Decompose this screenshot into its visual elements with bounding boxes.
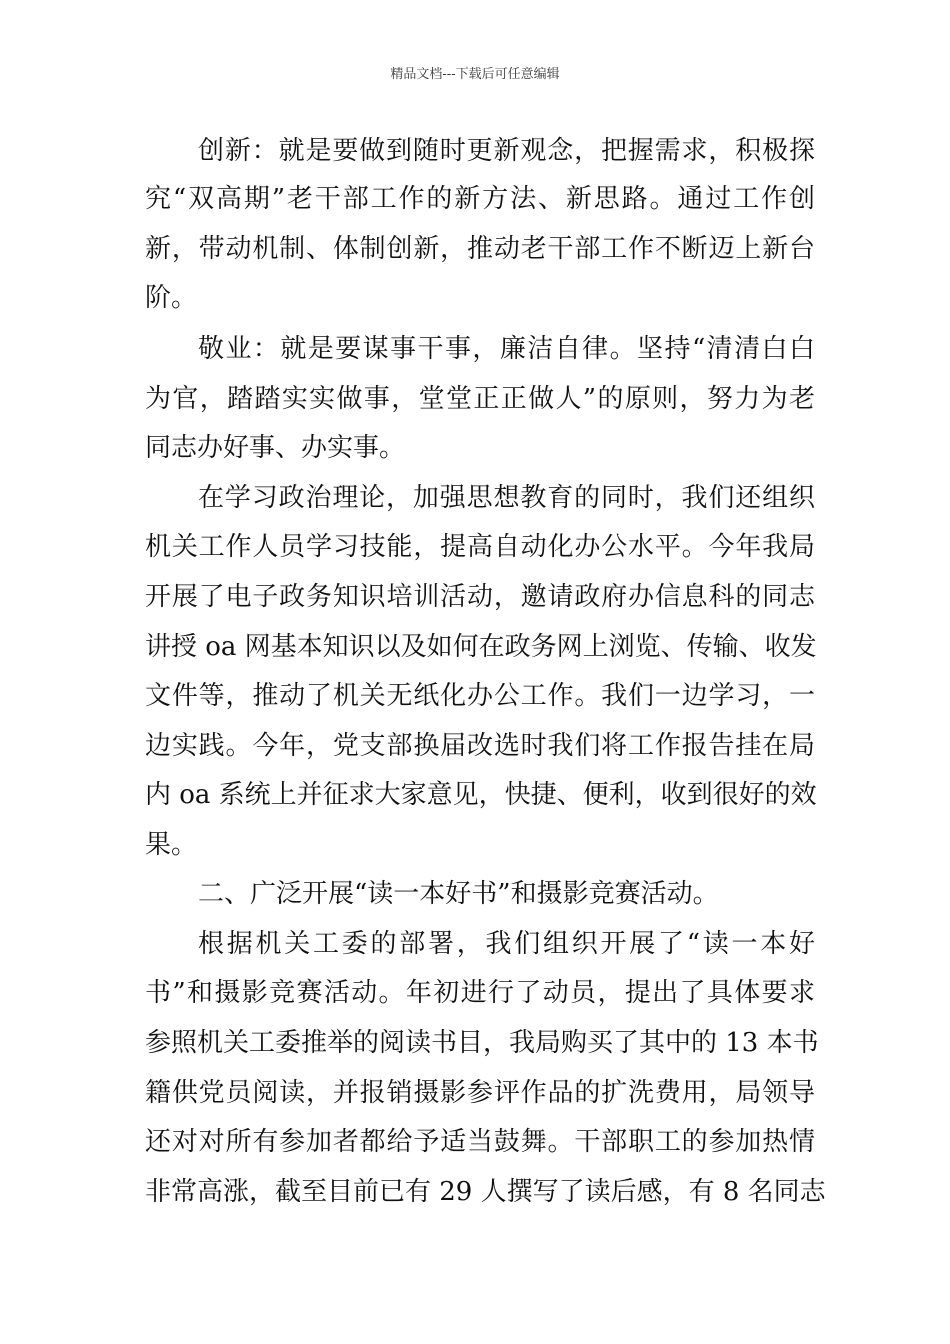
text-line: 新，带动机制、体制创新，推动老干部工作不断迈上新台 <box>145 234 815 264</box>
text-line: 敬业：就是要谋事干事，廉洁自律。坚持“清清白白 <box>198 334 815 364</box>
text-line: 非常高涨，截至目前已有 29 人撰写了读后感，有 8 名同志 <box>145 1177 826 1207</box>
text-line: 究“双高期”老干部工作的新方法、新思路。通过工作创 <box>145 184 815 214</box>
text-line: 为官，踏踏实实做事，堂堂正正做人”的原则，努力为老 <box>145 384 815 414</box>
text-line: 创新：就是要做到随时更新观念，把握需求，积极探 <box>198 136 815 166</box>
text-line: 在学习政治理论，加强思想教育的同时，我们还组织 <box>198 483 815 513</box>
text-line: 果。 <box>145 830 198 860</box>
text-line: 讲授 oa 网基本知识以及如何在政务网上浏览、传输、收发 <box>145 632 817 662</box>
text-line: 文件等，推动了机关无纸化办公工作。我们一边学习，一 <box>145 681 815 711</box>
text-line: 参照机关工委推举的阅读书目，我局购买了其中的 13 本书 <box>145 1028 819 1058</box>
text-line: 书”和摄影竞赛活动。年初进行了动员，提出了具体要求 <box>145 978 815 1008</box>
text-line: 根据机关工委的部署，我们组织开展了“读一本好 <box>198 929 815 959</box>
text-line: 还对对所有参加者都给予适当鼓舞。干部职工的参加热情 <box>145 1127 815 1157</box>
text-line: 阶。 <box>145 283 198 313</box>
page-header: 精品文档---下载后可任意编辑 <box>390 67 560 82</box>
text-line: 机关工作人员学习技能，提高自动化办公水平。今年我局 <box>145 532 815 562</box>
text-line: 边实践。今年，党支部换届改选时我们将工作报告挂在局 <box>145 731 815 761</box>
text-line: 籍供党员阅读，并报销摄影参评作品的扩洗费用，局领导 <box>145 1078 815 1108</box>
text-line: 内 oa 系统上并征求大家意见，快捷、便利，收到很好的效 <box>145 780 817 810</box>
text-line: 同志办好事、办实事。 <box>145 433 406 463</box>
section-heading: 二、广泛开展“读一本好书”和摄影竞赛活动。 <box>198 879 719 909</box>
text-line: 开展了电子政务知识培训活动，邀请政府办信息科的同志 <box>145 582 815 612</box>
